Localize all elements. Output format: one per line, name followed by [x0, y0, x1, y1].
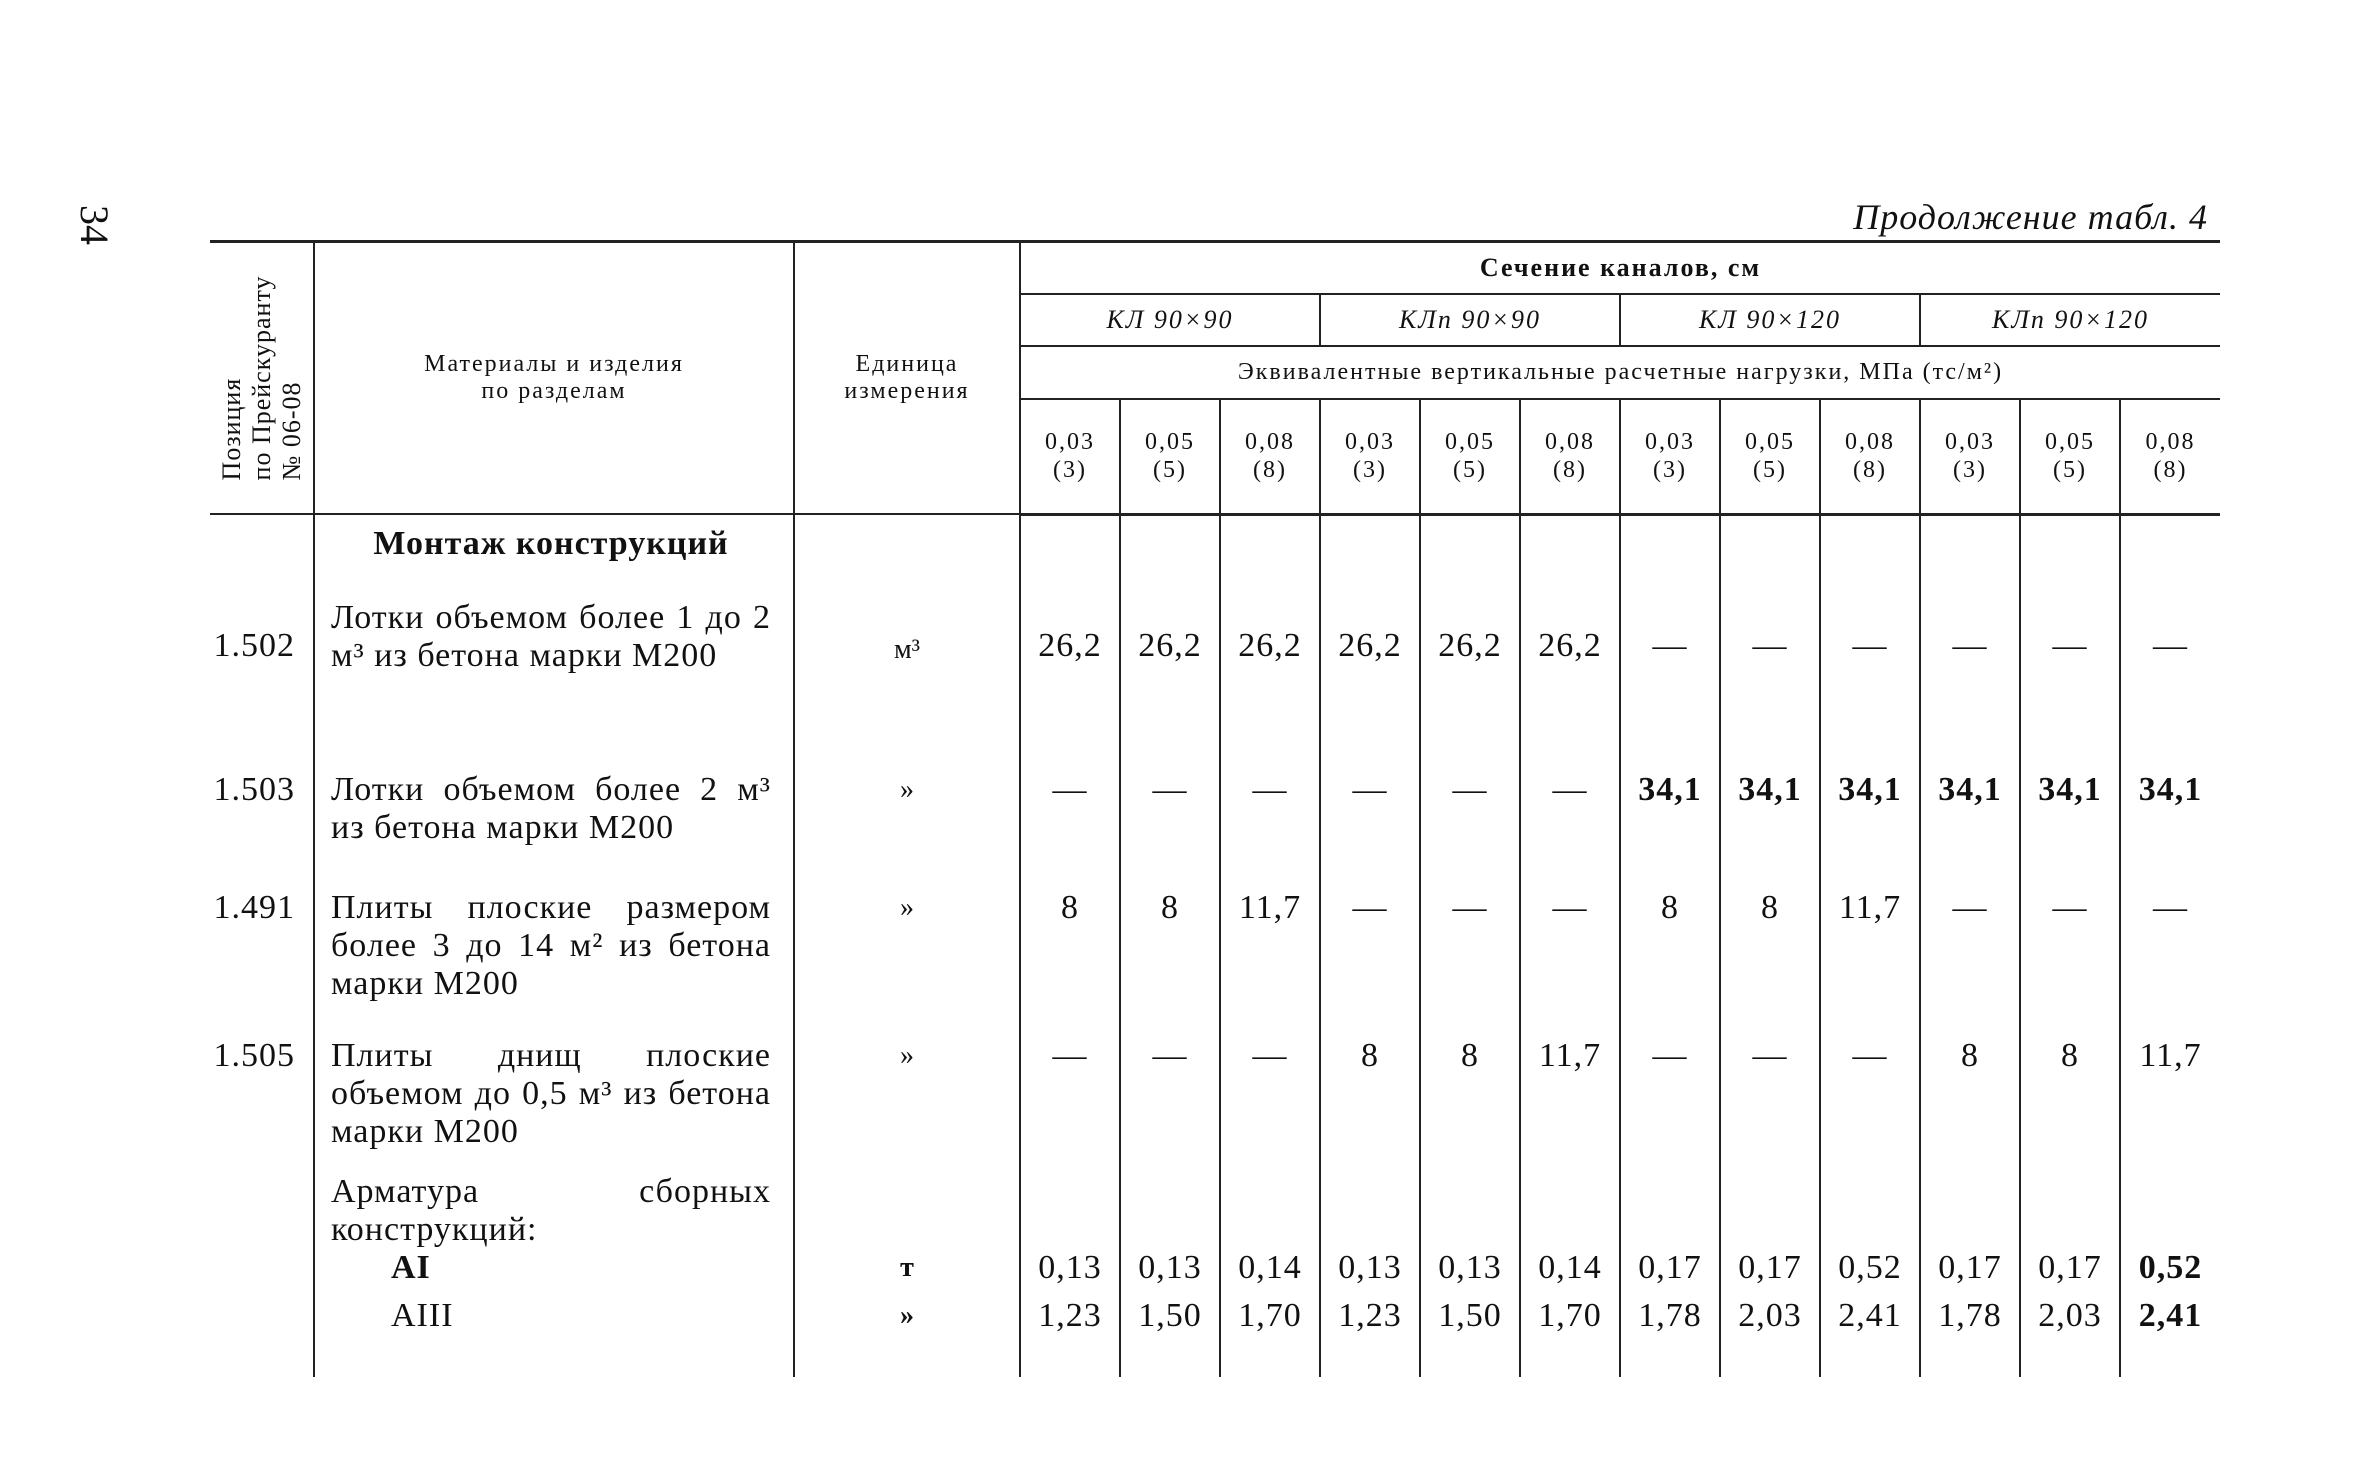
load-value: 0,03 — [1945, 429, 1995, 456]
load-value: 0,08 — [1545, 429, 1595, 456]
value-cell: 34,1 — [2138, 771, 2203, 808]
load-value-header — [1320, 399, 1420, 514]
position-header — [210, 242, 314, 515]
group-header: КЛп 90×120 — [1920, 294, 2220, 346]
load-value-header — [1820, 399, 1920, 514]
value-cell: — — [1620, 1029, 1720, 1173]
value-cell: 0,13 — [1320, 1173, 1420, 1287]
unit-cell: » — [794, 881, 1020, 1029]
load-value-header — [1020, 399, 1120, 514]
value-cell: 8 — [1320, 1029, 1420, 1173]
load-value: 0,03 — [1645, 429, 1695, 456]
material-name — [314, 1173, 794, 1287]
page-number: 34 — [72, 205, 117, 245]
value-cell: 8 — [1020, 881, 1120, 1029]
position-header-line: по Прейскуранту — [246, 275, 276, 481]
material-name — [314, 1287, 794, 1377]
position-header-line: № 06-08 — [276, 381, 306, 481]
load-value-header — [1420, 399, 1520, 514]
load-value-header — [1620, 399, 1720, 514]
group-header: КЛ 90×120 — [1620, 294, 1920, 346]
value-cell: 11,7 — [1820, 881, 1920, 1029]
empty-cell — [1420, 514, 1520, 591]
value-cell: 0,52 — [2138, 1249, 2203, 1286]
load-value-header — [2020, 399, 2120, 514]
load-value-tc: (5) — [1153, 457, 1187, 484]
value-cell: 26,2 — [1420, 591, 1520, 759]
value-cell: — — [1520, 759, 1620, 881]
value-cell: 1,23 — [1020, 1287, 1120, 1377]
material-name: Лотки объемом более 2 м³ из бетона марки М200 — [314, 759, 794, 881]
value-cell: — — [1420, 881, 1520, 1029]
value-cell: 34,1 — [1820, 759, 1920, 881]
position-cell — [210, 1287, 314, 1377]
position-cell: 1.491 — [213, 889, 295, 926]
value-cell: 34,1 — [1620, 759, 1720, 881]
value-cell: 0,13 — [1020, 1173, 1120, 1287]
value-cell: 26,2 — [1520, 591, 1620, 759]
load-value: 0,08 — [1845, 429, 1895, 456]
value-cell: 34,1 — [2020, 759, 2120, 881]
value-cell: 26,2 — [1220, 591, 1320, 759]
value-cell: — — [1720, 591, 1820, 759]
empty-cell — [1520, 514, 1620, 591]
table-row — [210, 1287, 2220, 1377]
value-cell: 0,14 — [1220, 1173, 1320, 1287]
empty-cell — [1820, 514, 1920, 591]
group-header: КЛ 90×90 — [1020, 294, 1320, 346]
unit-cell: » — [794, 759, 1020, 881]
load-value: 0,03 — [1045, 429, 1095, 456]
load-value-header — [1920, 399, 2020, 514]
material-subtype: AIII — [391, 1297, 454, 1334]
empty-cell — [1020, 514, 1120, 591]
value-cell: 1,50 — [1120, 1287, 1220, 1377]
empty-cell — [210, 514, 314, 591]
unit-header-line: измерения — [844, 378, 970, 404]
position-cell: 1.505 — [213, 1037, 295, 1074]
value-cell: 34,1 — [1720, 759, 1820, 881]
value-cell: — — [1220, 759, 1320, 881]
position-cell — [210, 1173, 314, 1287]
value-cell: — — [1320, 759, 1420, 881]
value-cell: 1,70 — [1520, 1287, 1620, 1377]
load-value-tc: (3) — [1053, 457, 1087, 484]
empty-cell — [2120, 514, 2220, 591]
value-cell: 1,78 — [1920, 1287, 2020, 1377]
load-value-header — [1220, 399, 1320, 514]
price-table — [210, 240, 2220, 1377]
empty-cell — [1220, 514, 1320, 591]
value-cell: — — [1420, 759, 1520, 881]
table-row — [210, 759, 2220, 881]
table-row — [210, 1173, 2220, 1287]
value-cell: 0,17 — [1620, 1173, 1720, 1287]
load-value-header — [1520, 399, 1620, 514]
table-row — [210, 1029, 2220, 1173]
value-cell: 0,13 — [1120, 1173, 1220, 1287]
load-value: 0,05 — [1445, 429, 1495, 456]
position-cell: 1.503 — [213, 771, 295, 808]
value-cell: 0,17 — [1720, 1173, 1820, 1287]
value-cell: — — [1220, 1029, 1320, 1173]
empty-cell — [1620, 514, 1720, 591]
price-table-sheet — [210, 240, 2220, 1334]
section-title: Монтаж конструкций — [314, 514, 794, 591]
value-cell: 1,50 — [1420, 1287, 1520, 1377]
load-value-tc: (3) — [1953, 457, 1987, 484]
unit-header-line: Единица — [855, 351, 959, 377]
value-cell: 1,23 — [1320, 1287, 1420, 1377]
load-value-tc: (5) — [2053, 457, 2087, 484]
value-cell: — — [1720, 1029, 1820, 1173]
load-value-tc: (8) — [2153, 457, 2188, 484]
value-cell: 8 — [2020, 1029, 2120, 1173]
value-cell: — — [1820, 1029, 1920, 1173]
material-name-text: Арматура сборных конструкций: — [331, 1173, 771, 1248]
empty-cell — [1920, 514, 2020, 591]
empty-cell — [1720, 514, 1820, 591]
value-cell: — — [1620, 591, 1720, 759]
unit-cell: » — [794, 1287, 1020, 1377]
load-value-tc: (5) — [1753, 457, 1787, 484]
materials-header — [314, 242, 794, 515]
load-value: 0,05 — [1745, 429, 1795, 456]
value-cell: — — [1820, 591, 1920, 759]
load-header: Эквивалентные вертикальные расчетные нагрузки, МПа (тс/м²) — [1020, 346, 2220, 400]
empty-cell — [1120, 514, 1220, 591]
unit-cell: м³ — [794, 591, 1020, 759]
table-row — [210, 881, 2220, 1029]
value-cell: 26,2 — [1020, 591, 1120, 759]
position-cell: 1.502 — [213, 627, 295, 664]
empty-cell — [2020, 514, 2120, 591]
empty-cell — [794, 514, 1020, 591]
value-cell: 8 — [1920, 1029, 2020, 1173]
load-value-tc: (8) — [1253, 457, 1287, 484]
value-cell: — — [1920, 881, 2020, 1029]
value-cell: — — [2020, 881, 2120, 1029]
material-name: Плиты плоские размером более 3 до 14 м² из бетона марки М200 — [314, 881, 794, 1029]
material-subtype: AI — [391, 1249, 431, 1286]
empty-cell — [1320, 514, 1420, 591]
value-cell: 0,14 — [1520, 1173, 1620, 1287]
value-cell: 0,17 — [2020, 1173, 2120, 1287]
unit-cell: т — [794, 1173, 1020, 1287]
load-value: 0,03 — [1345, 429, 1395, 456]
unit-cell: » — [794, 1029, 1020, 1173]
value-cell: — — [2153, 889, 2189, 926]
materials-header-line: Материалы и изделия — [424, 351, 684, 377]
value-cell: — — [1020, 1029, 1120, 1173]
value-cell: 8 — [1620, 881, 1720, 1029]
section-header: Сечение каналов, см — [1020, 242, 2220, 294]
load-value-header — [1720, 399, 1820, 514]
load-value-tc: (8) — [1553, 457, 1587, 484]
value-cell: 8 — [1720, 881, 1820, 1029]
group-header: КЛп 90×90 — [1320, 294, 1620, 346]
value-cell: 0,13 — [1420, 1173, 1520, 1287]
value-cell: 2,41 — [2138, 1297, 2203, 1334]
value-cell: — — [2020, 591, 2120, 759]
load-value-header — [1120, 399, 1220, 514]
material-name: Лотки объемом более 1 до 2 м³ из бетона марки М200 — [314, 591, 794, 759]
value-cell: — — [1520, 881, 1620, 1029]
value-cell: — — [1120, 759, 1220, 881]
value-cell: 8 — [1420, 1029, 1520, 1173]
load-value-tc: (5) — [1453, 457, 1487, 484]
load-value: 0,08 — [1245, 429, 1295, 456]
value-cell: 8 — [1120, 881, 1220, 1029]
load-value-tc: (8) — [1853, 457, 1887, 484]
table-row — [210, 591, 2220, 759]
value-cell: 11,7 — [2139, 1037, 2202, 1074]
load-value: 0,05 — [2045, 429, 2095, 456]
continuation-caption: Продолжение табл. 4 — [1853, 197, 2208, 237]
load-value-tc: (3) — [1653, 457, 1687, 484]
material-name: Плиты днищ плоские объемом до 0,5 м³ из бетона марки М200 — [314, 1029, 794, 1173]
value-cell: 0,17 — [1920, 1173, 2020, 1287]
value-cell: 26,2 — [1320, 591, 1420, 759]
value-cell: 1,70 — [1220, 1287, 1320, 1377]
value-cell: 2,41 — [1820, 1287, 1920, 1377]
value-cell: 34,1 — [1920, 759, 2020, 881]
load-value: 0,05 — [1145, 429, 1195, 456]
value-cell: 11,7 — [1520, 1029, 1620, 1173]
value-cell: 1,78 — [1620, 1287, 1720, 1377]
load-value: 0,08 — [2145, 429, 2196, 456]
load-value-header — [2120, 399, 2220, 514]
value-cell: 2,03 — [1720, 1287, 1820, 1377]
value-cell: — — [1920, 591, 2020, 759]
materials-header-line: по разделам — [481, 378, 627, 404]
value-cell: — — [1020, 759, 1120, 881]
value-cell: 26,2 — [1120, 591, 1220, 759]
unit-header — [794, 242, 1020, 515]
value-cell: — — [1320, 881, 1420, 1029]
value-cell: — — [2153, 627, 2189, 664]
value-cell: 2,03 — [2020, 1287, 2120, 1377]
value-cell: 0,52 — [1820, 1173, 1920, 1287]
value-cell: 11,7 — [1220, 881, 1320, 1029]
load-value-tc: (3) — [1353, 457, 1387, 484]
value-cell: — — [1120, 1029, 1220, 1173]
position-header-line: Позиция — [216, 377, 246, 481]
